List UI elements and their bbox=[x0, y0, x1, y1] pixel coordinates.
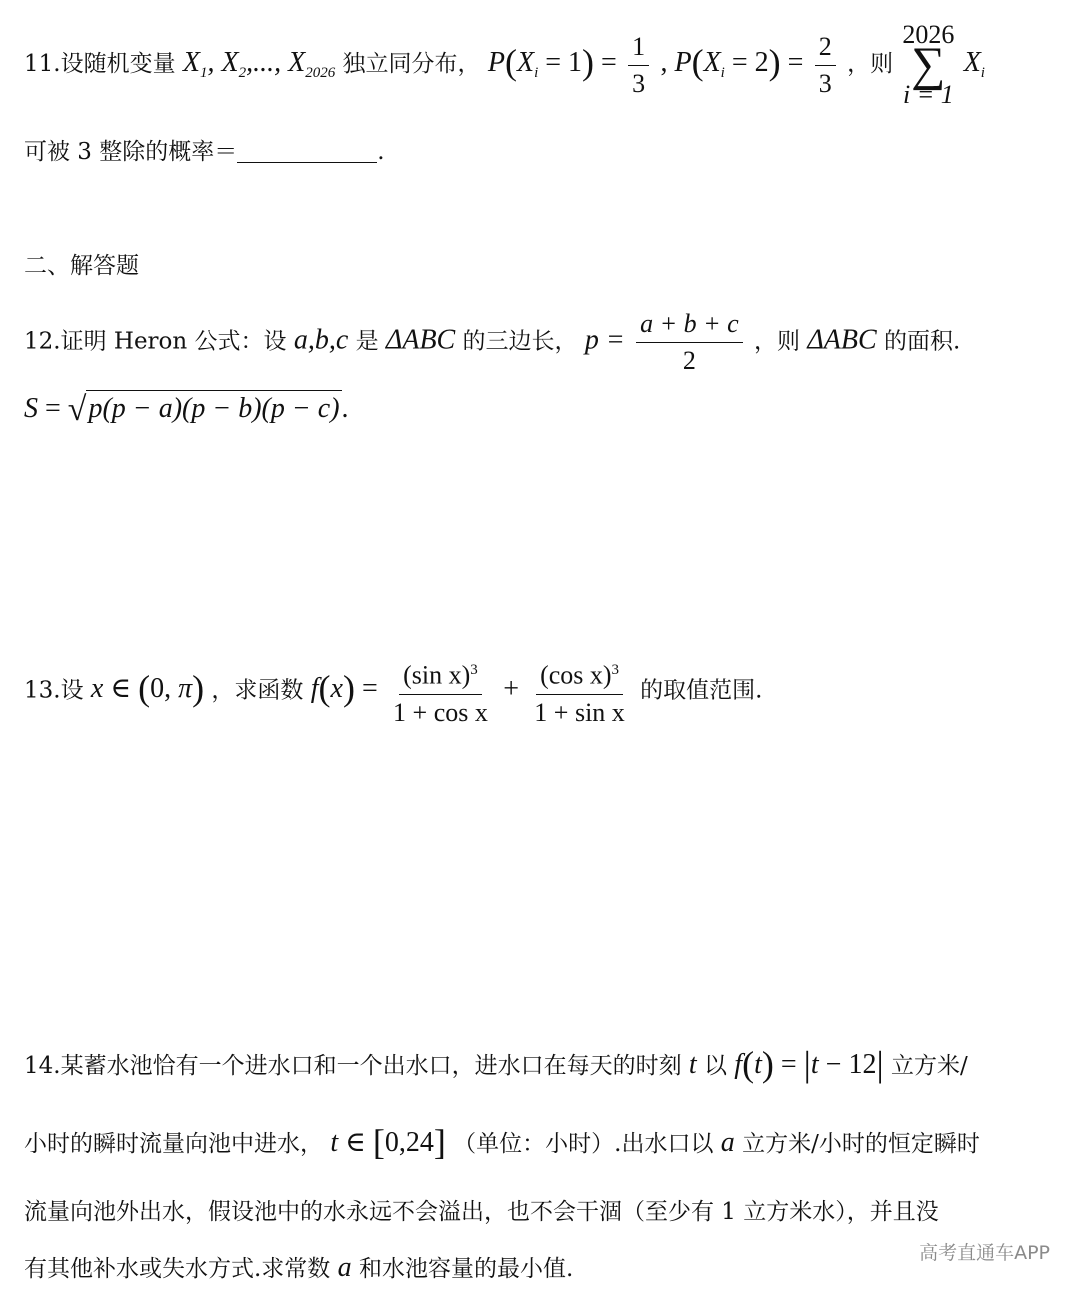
q11-line-2 bbox=[24, 136, 385, 168]
heron-formula: S = √p(p − a)(p − b)(p − c). bbox=[24, 391, 349, 428]
q14-text-2b: （单位：小时）.出水口以 bbox=[453, 1131, 714, 1157]
q14-line-1 bbox=[24, 1044, 968, 1084]
q12-line-1 bbox=[24, 308, 960, 377]
q13-fraction-1: $\frac{(\sin x)^3}{\text{1 + cos x}}$ bbox=[389, 654, 492, 729]
watermark: 高考直通车APP bbox=[919, 1242, 1050, 1264]
q14-line-4 bbox=[24, 1252, 573, 1285]
section-heading: 二、解答题 bbox=[24, 253, 139, 279]
q11-variables: $X_1$, $X_2$,..., $X_{2026}$ bbox=[182, 47, 336, 81]
q13-domain: x ∈ (0, π) bbox=[90, 668, 205, 709]
q12-triangle: ΔABC bbox=[385, 324, 456, 356]
q12-text-3: 的三边长， bbox=[462, 328, 578, 355]
summation: 2026 ∑ i = 1 bbox=[902, 20, 955, 109]
q14-text-1c: 立方米/ bbox=[890, 1053, 968, 1079]
q13-text-2: ，求函数 bbox=[211, 677, 304, 704]
q12-p: p = bbox=[584, 324, 625, 356]
q14-flow-function: f(t) = |t − 12| bbox=[734, 1044, 884, 1084]
q14-text-1b: 以 bbox=[703, 1053, 727, 1079]
fraction-two-thirds: $\frac{2}{3}$ bbox=[815, 31, 836, 100]
q14-text-1a: 14.某蓄水池恰有一个进水口和一个出水口，进水口在每天的时刻 bbox=[24, 1053, 682, 1079]
q12-p-fraction: $\frac{a + b + c}{2}$ bbox=[636, 308, 743, 377]
q14-text-2a: 小时的瞬时流量向池中进水， bbox=[24, 1131, 323, 1157]
q13-fraction-2: $\frac{(\cos x)^3}{\text{1 + sin x}}$ bbox=[530, 654, 629, 729]
q13-line bbox=[24, 654, 762, 729]
q14-line-3: 流量向池外出水，假设池中的水永远不会溢出，也不会干涸（至少有 1 立方米水），并且没 bbox=[24, 1199, 939, 1225]
q14-text-2c: 立方米/小时的恒定瞬时 bbox=[742, 1131, 980, 1157]
q12-text-5: 的面积. bbox=[883, 328, 961, 355]
q11-prob-2: , $P(X_i = 2)$ = bbox=[660, 42, 804, 82]
q14-var-t: t bbox=[688, 1049, 697, 1080]
q11-line-1 bbox=[24, 22, 985, 108]
q13-text-1: 13.设 bbox=[24, 677, 84, 704]
q12-text-1: 12.证明 Heron 公式：设 bbox=[24, 328, 287, 355]
q14-text-4b: 和水池容量的最小值. bbox=[358, 1256, 574, 1282]
q11-summand: $X_i$ bbox=[963, 47, 985, 81]
plus-sign: + bbox=[503, 673, 519, 705]
q11-text-1: 11.设随机变量 bbox=[24, 51, 176, 77]
q12-triangle-2: ΔABC bbox=[807, 324, 877, 356]
q11-text-4: 可被 3 整除的概率＝ bbox=[24, 139, 238, 165]
q11-text-3: ，则 bbox=[847, 51, 894, 77]
fraction-one-third: $\frac{1}{3}$ bbox=[628, 31, 649, 100]
q14-var-a-2: a bbox=[337, 1252, 352, 1283]
q11-prob-1: $P(X_i = 1)$ = bbox=[487, 42, 617, 82]
q12-text-4: ，则 bbox=[754, 328, 801, 355]
q13-function: f(x) = bbox=[310, 668, 378, 709]
q12-text-2: 是 bbox=[355, 328, 379, 355]
q12-vars: a,b,c bbox=[293, 324, 349, 356]
q11-text-2: 独立同分布， bbox=[342, 51, 481, 77]
q14-interval: t ∈ [0,24] bbox=[330, 1122, 446, 1162]
q11-text-5: . bbox=[377, 139, 385, 165]
q14-var-a: a bbox=[720, 1127, 735, 1158]
sigma-icon: ∑ bbox=[911, 38, 946, 91]
answer-blank bbox=[237, 161, 377, 163]
radicand: p(p − a)(p − b)(p − c) bbox=[86, 390, 341, 425]
q13-text-3: 的取值范围. bbox=[640, 677, 763, 704]
q14-text-4a: 有其他补水或失水方式.求常数 bbox=[24, 1256, 331, 1282]
q14-line-2 bbox=[24, 1122, 980, 1162]
radical-icon: √ bbox=[67, 391, 87, 428]
